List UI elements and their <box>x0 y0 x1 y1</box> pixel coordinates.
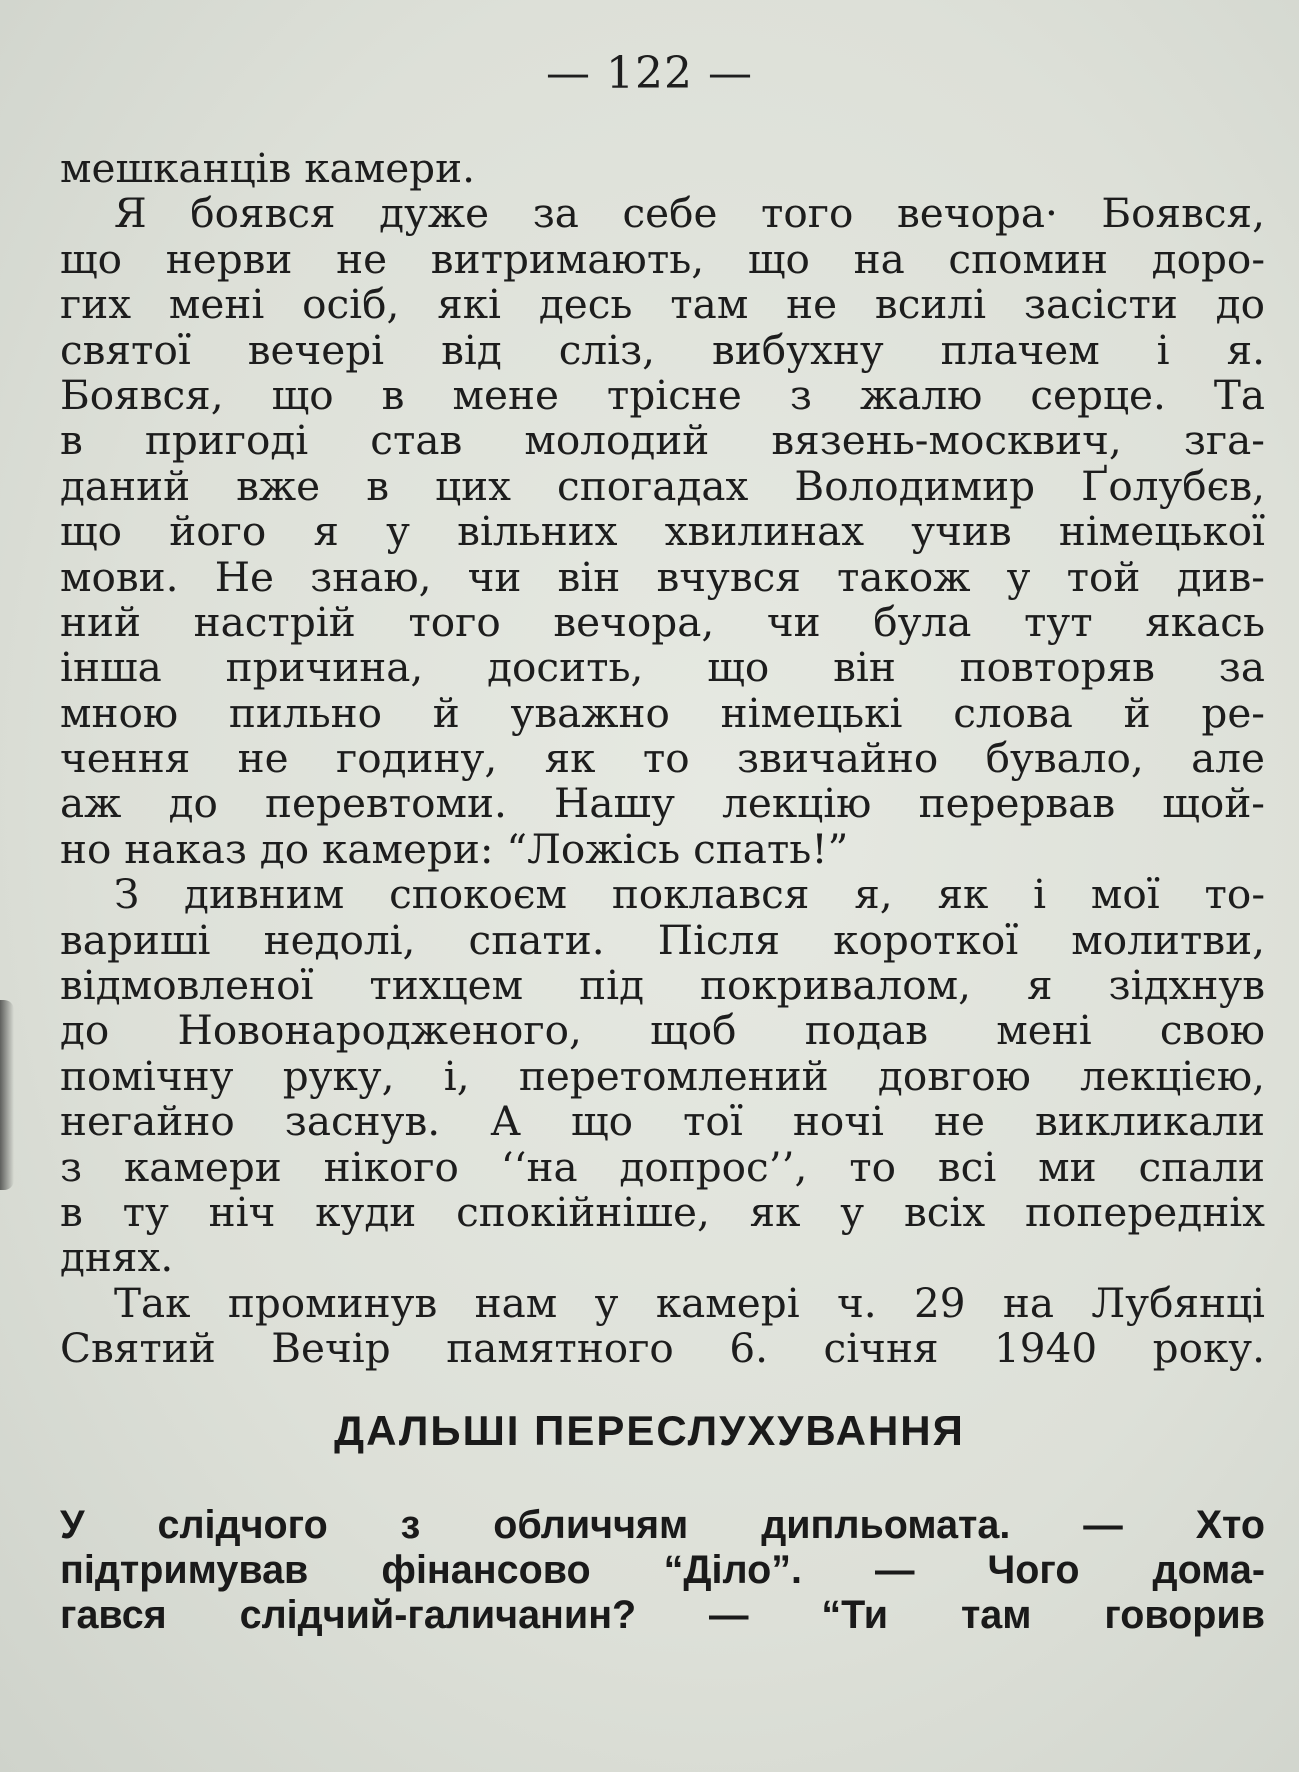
text-line: аж до перевтоми. Нашу лекцію перервав щой- <box>60 781 1265 827</box>
text-line: чення не годину, як то звичайно бувало, але <box>60 736 1265 782</box>
text-line: святої вечері від сліз, вибухну плачем і я. <box>60 327 1265 373</box>
section-title: ДАЛЬШІ ПЕРЕСЛУХУВАННЯ <box>334 1407 965 1454</box>
chapter-summary <box>60 1503 1265 1638</box>
text-line: що його я у вільних хвилинах учив німецької <box>60 509 1265 555</box>
text-line: в ту ніч куди спокійніше, як у всіх попередніх <box>60 1189 1265 1236</box>
text-line: інша причина, досить, що він повторяв за <box>60 645 1265 691</box>
text-line: Так проминув нам у камері ч. 29 на Лубянці <box>114 1280 1265 1327</box>
text-line: мови. Не знаю, чи він вчувся також у той див- <box>60 554 1265 600</box>
page-number: — 122 — <box>546 48 753 99</box>
body-text <box>60 146 1265 1372</box>
page-edge-shadow <box>0 1000 14 1190</box>
text-line: до Новонародженого, щоб подав мені свою <box>60 1008 1265 1054</box>
text-line: в пригоді став молодий вязень-москвич, зга- <box>60 418 1265 464</box>
text-line: днях. <box>60 1235 174 1281</box>
text-line: З дивним спокоєм поклався я, як і мої то- <box>114 872 1265 918</box>
text-line: даний вже в цих спогадах Володимир Ґолубєв, <box>60 463 1265 510</box>
text-line: з камери нікого ‘‘на допрос’’, то всі ми спали <box>60 1144 1265 1190</box>
text-line: що нерви не витримають, що на спомин доро- <box>60 236 1265 283</box>
text-line: Я боявся дуже за себе того вечора· Боявся, <box>114 191 1265 237</box>
text-line: мною пильно й уважно німецькі слова й ре- <box>60 690 1265 737</box>
summary-line: підтримував фінансово “Діло”. — Чого дома- <box>60 1548 1265 1592</box>
text-line: Святий Вечір памятного 6. січня 1940 року. <box>60 1326 1265 1372</box>
text-line: відмовленої тихцем під покривалом, я зідхнув <box>60 963 1265 1009</box>
text-line: Боявся, що в мене трісне з жалю серце. Та <box>60 372 1265 419</box>
summary-line: гався слідчий-галичанин? — “Ти там говорив <box>60 1593 1265 1637</box>
text-line: мешканців камери. <box>60 146 475 192</box>
text-line: но наказ до камери: “Ложісь спать!” <box>60 826 849 873</box>
text-line: негайно заснув. А що тої ночі не викликали <box>60 1099 1265 1145</box>
text-line: ний настрій того вечора, чи була тут якась <box>60 599 1265 646</box>
text-line: вариші недолі, спати. Після короткої молитви, <box>60 917 1265 964</box>
text-line: гих мені осіб, які десь там не всилі засісти до <box>60 282 1265 328</box>
summary-line: У слідчого з обличчям дипльомата. — Хто <box>60 1503 1265 1547</box>
text-line: помічну руку, і, перетомлений довгою лекцією, <box>60 1053 1265 1100</box>
